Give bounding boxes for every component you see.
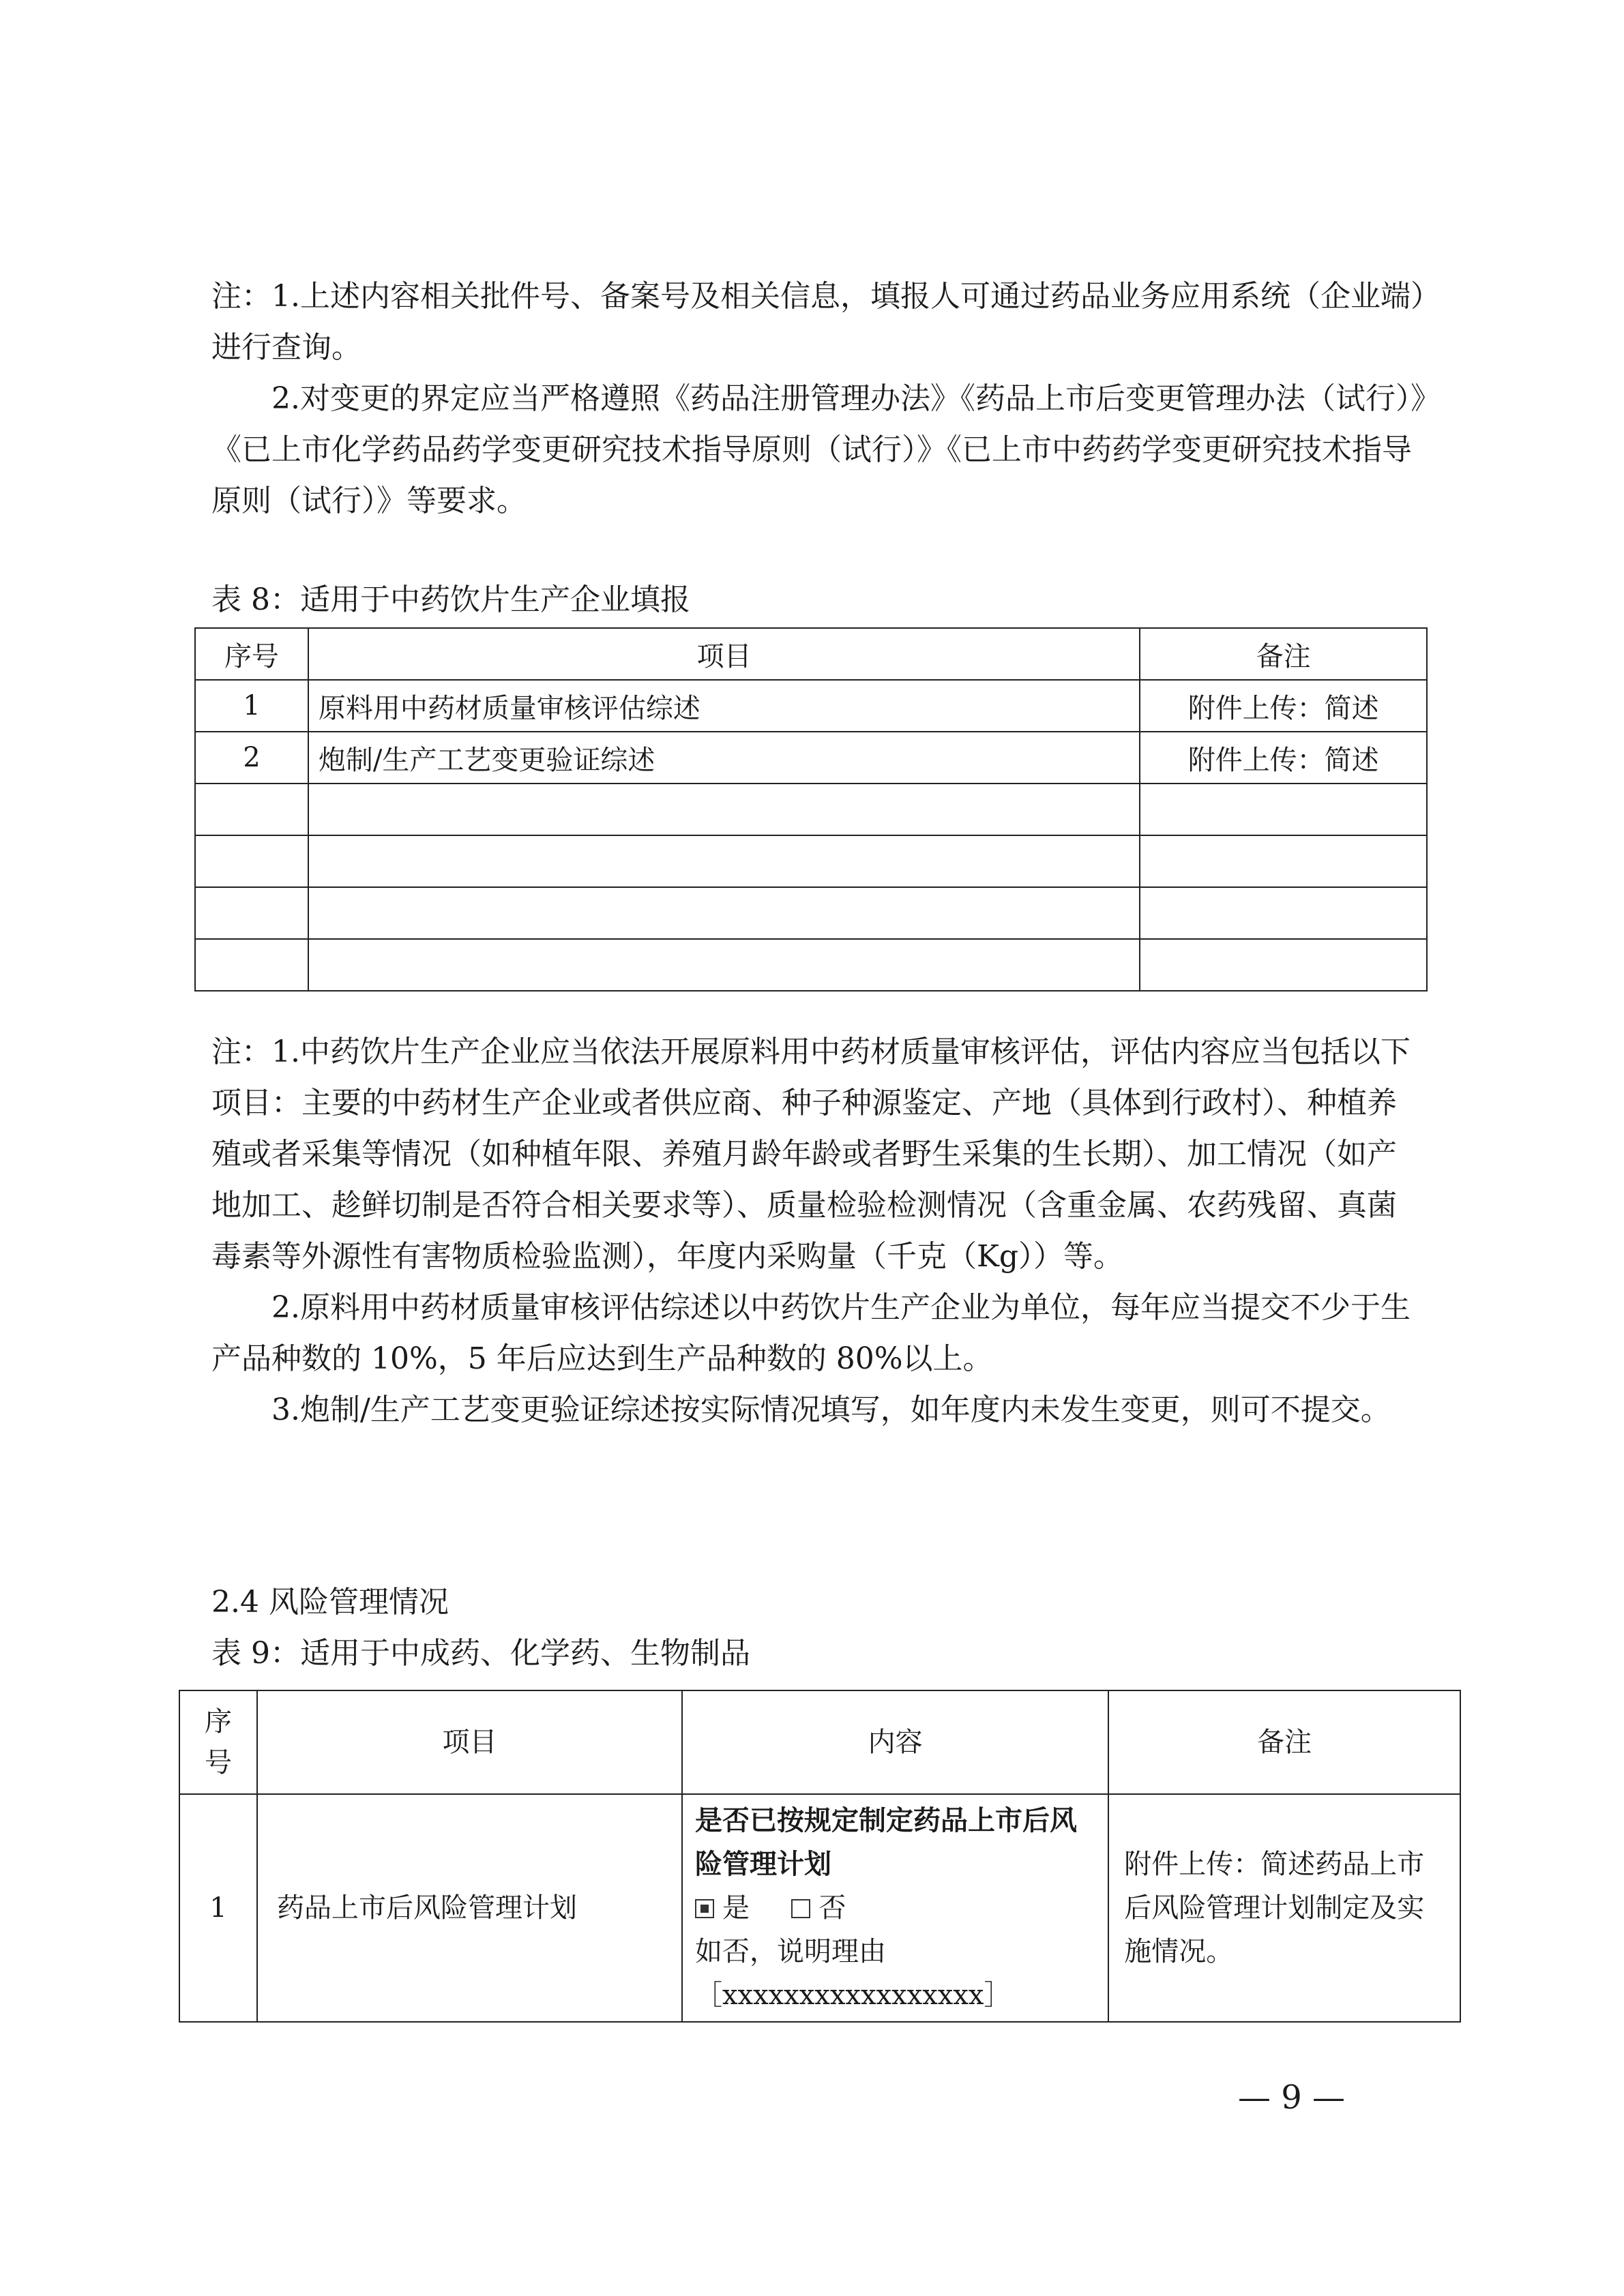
table-row (195, 887, 1427, 939)
table-cell (1140, 835, 1427, 887)
table-cell (1140, 887, 1427, 939)
table-row (179, 1794, 1460, 2022)
table-cell: 2 (195, 732, 308, 784)
table-row (195, 732, 1427, 784)
table8 (194, 627, 1428, 992)
table9-caption: 表 9：适用于中成药、化学药、生物制品 (211, 1636, 750, 1671)
reason-label: 如否，说明理由 (694, 1936, 886, 1967)
table-cell (308, 784, 1140, 835)
note-line: 注：1.中药饮片生产企业应当依法开展原料用中药材质量审核评估，评估内容应当包括以下项目：主要的中药材生产企业或者供应商、种子种源鉴定、产地（具体到行政村）、种植养殖或者采集等情况（如种植年限、养殖月龄年龄或者野生采集的生长期）、加工情况（如产地加工、趁鲜切制是否符合相关要求等）、质量检验检测情况（含重金属、农药残留、真菌毒素等外源性有害物质检验监测），年度内采购量（千克（Kg））等。 (211, 1034, 1411, 1274)
section-heading: 2.4 风险管理情况 (211, 1585, 449, 1620)
note-line: 注：1.上述内容相关批件号、备案号及相关信息，填报人可通过药品业务应用系统（企业端）进行查询。 (211, 279, 1426, 365)
remark-cell: 附件上传：简述药品上市后风险管理计划制定及实施情况。 (1108, 1794, 1460, 2022)
table9 (179, 1690, 1461, 2023)
yes-label: 是 (722, 1892, 750, 1924)
table-cell (308, 939, 1140, 991)
table-cell (308, 887, 1140, 939)
column-header: 内容 (682, 1690, 1108, 1794)
table-cell (195, 939, 308, 991)
table-cell: 附件上传：简述 (1140, 732, 1427, 784)
table-header-row (179, 1690, 1460, 1794)
yes-checkbox[interactable] (695, 1899, 714, 1918)
table-cell: 炮制/生产工艺变更验证综述 (308, 732, 1140, 784)
no-label: 否 (818, 1892, 846, 1924)
reason-value: ［xxxxxxxxxxxxxxxxx］ (694, 1980, 1012, 2011)
note-line: 3.炮制/生产工艺变更验证综述按实际情况填写，如年度内未发生变更，则可不提交。 (271, 1392, 1391, 1427)
column-header: 项目 (308, 628, 1140, 680)
notes-block-1 (211, 271, 1426, 526)
table-cell: 药品上市后风险管理计划 (257, 1794, 682, 2022)
table-row (195, 680, 1427, 732)
column-header: 序号 (179, 1690, 257, 1794)
column-header: 序号 (195, 628, 308, 680)
column-header: 备注 (1108, 1690, 1460, 1794)
content-question: 是否已按规定制定药品上市后风险管理计划 (694, 1804, 1077, 1880)
column-header: 备注 (1140, 628, 1427, 680)
notes-block-2 (211, 1026, 1426, 1435)
table-header-row (195, 628, 1427, 680)
note-line: 2.原料用中药材质量审核评估综述以中药饮片生产企业为单位，每年应当提交不少于生产品种数的 10%，5 年后应达到生产品种数的 80%以上。 (211, 1290, 1411, 1376)
note-line: 2.对变更的界定应当严格遵照《药品注册管理办法》《药品上市后变更管理办法（试行）》《已上市化学药品药学变更研究技术指导原则（试行）》《已上市中药药学变更研究技术指导原则（试行）》等要求。 (211, 381, 1426, 518)
table-cell (195, 887, 308, 939)
table-cell: 原料用中药材质量审核评估综述 (308, 680, 1140, 732)
page-number: — 9 — (1238, 2078, 1346, 2117)
yes-no-options (695, 1886, 1098, 1930)
table-row (195, 835, 1427, 887)
table-row (195, 784, 1427, 835)
table-cell (1140, 939, 1427, 991)
table8-caption: 表 8：适用于中药饮片生产企业填报 (211, 582, 690, 617)
table-cell (195, 784, 308, 835)
no-checkbox[interactable] (791, 1899, 810, 1918)
table-row (195, 939, 1427, 991)
table-cell: 附件上传：简述 (1140, 680, 1427, 732)
content-cell (682, 1794, 1108, 2022)
table-cell (1140, 784, 1427, 835)
table-cell: 1 (195, 680, 308, 732)
table-cell (308, 835, 1140, 887)
column-header: 项目 (257, 1690, 682, 1794)
table-cell (195, 835, 308, 887)
table-cell: 1 (179, 1794, 257, 2022)
